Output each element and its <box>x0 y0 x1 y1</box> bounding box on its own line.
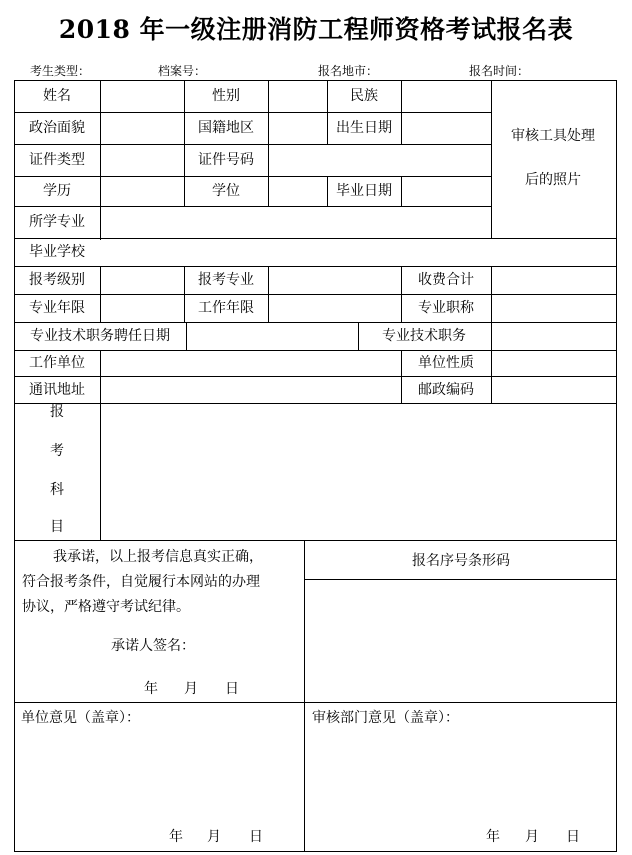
major-years-field[interactable] <box>101 295 184 322</box>
label-exam-major: 报考专业 <box>198 272 254 288</box>
label-employer-type: 单位性质 <box>418 355 474 371</box>
unit-opinion-label: 单位意见（盖章）： <box>21 710 140 726</box>
label-appointment-date: 专业技术职务聘任日期 <box>30 328 170 344</box>
label-major-years: 专业年限 <box>29 300 85 316</box>
id-type-field[interactable] <box>101 145 184 176</box>
name-field[interactable] <box>101 81 184 112</box>
major-field[interactable] <box>101 207 491 238</box>
degree-field[interactable] <box>269 177 327 206</box>
label-technical-post: 专业技术职务 <box>382 328 466 344</box>
review-opinion-date-month: 月 <box>525 829 539 845</box>
review-opinion-date-year: 年 <box>486 829 500 845</box>
education-field[interactable] <box>101 177 184 206</box>
form-title: 2018 年一级注册消防工程师资格考试报名表 <box>58 15 574 44</box>
label-nationality: 国籍地区 <box>198 120 254 136</box>
professional-title-field[interactable] <box>492 295 616 322</box>
review-opinion-field[interactable] <box>305 730 616 820</box>
review-opinion-label: 审核部门意见（盖章）： <box>312 710 459 726</box>
label-birth-date: 出生日期 <box>336 120 392 136</box>
pledge-line-2: 符合报考条件，自觉履行本网站的办理 <box>22 574 260 590</box>
header-examinee-type: 考生类型： <box>30 64 91 78</box>
postcode-field[interactable] <box>492 377 616 403</box>
exam-major-field[interactable] <box>269 267 401 294</box>
header-file-number: 档案号： <box>158 64 207 78</box>
label-political-status: 政治面貌 <box>29 120 85 136</box>
graduation-date-field[interactable] <box>402 177 491 206</box>
unit-opinion-date-day: 日 <box>249 829 263 845</box>
label-id-type: 证件类型 <box>29 152 85 168</box>
unit-opinion-field[interactable] <box>15 730 304 820</box>
label-graduation-date: 毕业日期 <box>336 183 392 199</box>
label-employer: 工作单位 <box>29 355 85 371</box>
employer-field[interactable] <box>101 351 401 376</box>
photo-caption-line2: 后的照片 <box>525 172 581 188</box>
ethnicity-field[interactable] <box>402 81 491 112</box>
photo-caption-line1: 审核工具处理 <box>511 128 595 144</box>
pledge-date-year: 年 <box>144 681 158 697</box>
review-opinion-date-day: 日 <box>566 829 580 845</box>
fee-total-field[interactable] <box>492 267 616 294</box>
work-years-field[interactable] <box>269 295 401 322</box>
political-status-field[interactable] <box>101 113 184 144</box>
technical-post-field[interactable] <box>492 323 616 350</box>
birth-date-field[interactable] <box>402 113 491 144</box>
pledge-signer-label: 承诺人签名： <box>111 638 195 654</box>
label-ethnicity: 民族 <box>350 88 378 104</box>
id-number-field[interactable] <box>269 145 491 176</box>
label-degree: 学位 <box>212 183 240 199</box>
label-gender: 性别 <box>212 88 240 104</box>
pledge-date-day: 日 <box>225 681 239 697</box>
unit-opinion-date-year: 年 <box>169 829 183 845</box>
label-education: 学历 <box>43 183 71 199</box>
label-work-years: 工作年限 <box>198 300 254 316</box>
label-professional-title: 专业职称 <box>418 300 474 316</box>
label-address: 通讯地址 <box>29 382 85 398</box>
address-field[interactable] <box>101 377 401 403</box>
appointment-date-field[interactable] <box>187 323 358 350</box>
label-subjects-char-4: 目 <box>50 519 64 535</box>
pledge-date-month: 月 <box>184 681 198 697</box>
label-postcode: 邮政编码 <box>418 382 474 398</box>
label-exam-level: 报考级别 <box>29 272 85 288</box>
label-id-number: 证件号码 <box>198 152 254 168</box>
label-fee-total: 收费合计 <box>418 272 474 288</box>
exam-subjects-field[interactable] <box>101 404 616 540</box>
label-name: 姓名 <box>43 88 71 104</box>
gender-field[interactable] <box>269 81 327 112</box>
pledge-line-1: 我承诺，以上报考信息真实正确， <box>53 549 263 565</box>
school-field[interactable] <box>101 239 616 266</box>
pledge-signature-field[interactable] <box>200 634 300 658</box>
exam-level-field[interactable] <box>101 267 184 294</box>
label-school: 毕业学校 <box>29 244 85 260</box>
header-region: 报名地市： <box>318 64 379 78</box>
barcode-area <box>305 580 616 702</box>
nationality-field[interactable] <box>269 113 327 144</box>
barcode-label: 报名序号条形码 <box>412 553 510 569</box>
header-time: 报名时间： <box>469 64 530 78</box>
label-subjects-char-3: 科 <box>50 482 64 498</box>
employer-type-field[interactable] <box>492 351 616 376</box>
label-subjects-char-2: 考 <box>50 443 64 459</box>
pledge-line-3: 协议，严格遵守考试纪律。 <box>22 599 190 615</box>
unit-opinion-date-month: 月 <box>207 829 221 845</box>
label-subjects-char-1: 报 <box>50 404 64 420</box>
label-major: 所学专业 <box>29 214 85 230</box>
